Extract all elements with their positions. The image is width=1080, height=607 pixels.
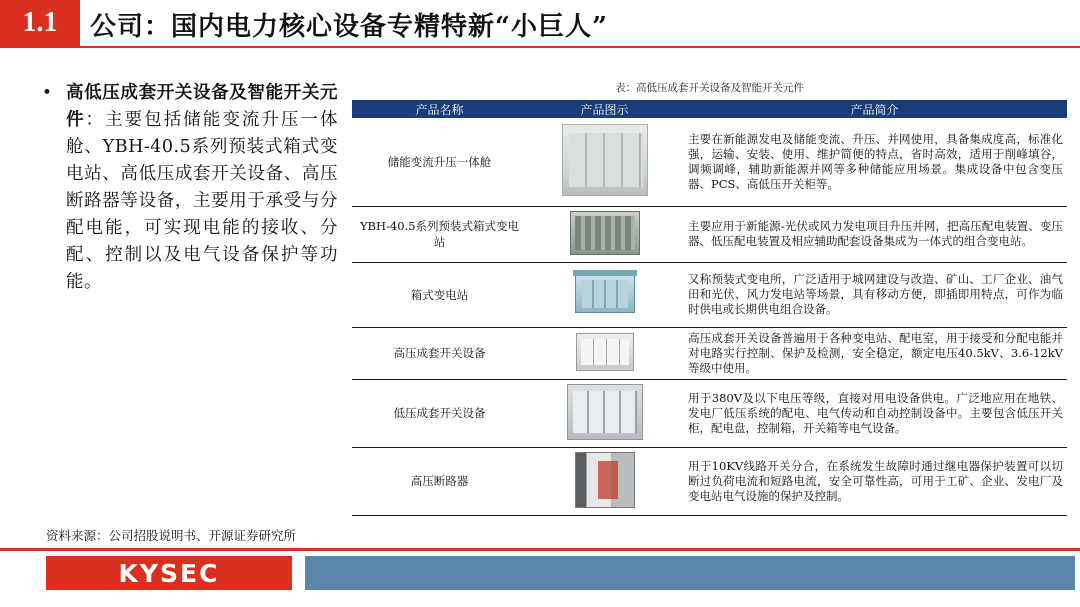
product-name: 高压断路器: [352, 447, 527, 515]
left-text-panel: [42, 80, 339, 296]
table-header-row: [352, 100, 1067, 118]
header-product-image: 产品图示: [527, 100, 682, 118]
product-name: YBH-40.5系列预装式箱式变电站: [352, 206, 527, 262]
product-desc: 用于10KV线路开关分合，在系统发生故障时通过继电器保护装置可以切断过负荷电流和短路电流，安全可靠性高，可用于工矿、企业、发电厂及变电站电气设施的保护及控制。: [682, 447, 1067, 515]
product-desc: 高压成套开关设备普遍用于各种变电站、配电室，用于接受和分配电能并对电路实行控制、保护及检测，安全稳定，额定电压40.5kV、3.6-12kV等级中使用。: [682, 327, 1067, 379]
page-header: [0, 0, 1080, 50]
product-desc: 主要在新能源发电及储能变流、升压、并网使用，具备集成度高，标准化强，运输、安装、使用、维护简便的特点，省时高效，适用于削峰填谷，调频调峰，辅助新能源并网等多种储能应用场景。集成设备中包含变压器、PCS、高低压开关柜等。: [682, 118, 1067, 206]
table-caption: 表：高低压成套开关设备及智能开关元件: [615, 82, 804, 94]
hv-switchgear-image: [576, 333, 634, 371]
source-note: 资料来源：公司招股说明书、开源证券研究所: [46, 528, 297, 543]
product-desc: 主要应用于新能源-光伏或风力发电项目升压并网，把高压配电装置、变压器、低压配电装置及相应辅助配套设备集成为一体式的组合变电站。: [682, 206, 1067, 262]
box-substation-image: [575, 273, 635, 313]
header-product-desc: 产品简介: [682, 100, 1067, 118]
product-table: [352, 100, 1067, 516]
bullet-marker: •: [42, 83, 53, 103]
product-desc: 又称预装式变电所，广泛适用于城网建设与改造、矿山、工厂企业、油气田和光伏、风力发电站等场景，具有移动方便，即插即用特点，可作为临时供电或长期供电组合设备。: [682, 262, 1067, 327]
energy-storage-cabin-image: [562, 124, 648, 196]
footer-bar: [305, 556, 1075, 590]
table-row: [352, 118, 1067, 206]
section-number: 1.1: [0, 0, 80, 46]
table-row: [352, 262, 1067, 327]
table-row: [352, 379, 1067, 447]
table-row: [352, 327, 1067, 379]
summary-heading: 高低压成套开关设备及智能开关元件: [66, 83, 338, 130]
product-name: 箱式变电站: [352, 262, 527, 327]
product-name: 高压成套开关设备: [352, 327, 527, 379]
product-name: 储能变流升压一体舱: [352, 118, 527, 206]
kysec-logo: KYSEC: [46, 556, 292, 590]
header-product-name: 产品名称: [352, 100, 527, 118]
prefab-substation-image: [570, 211, 640, 255]
lv-switchgear-image: [567, 384, 643, 440]
product-desc: 用于380V及以下电压等级，直接对用电设备供电。广泛地应用在地铁、发电厂低压系统的配电、电气传动和自动控制设备中。主要包含低压开关柜，配电盘，控制箱，开关箱等电气设备。: [682, 379, 1067, 447]
table-row: [352, 206, 1067, 262]
page-title: 公司：国内电力核心设备专精特新“小巨人”: [90, 12, 608, 42]
header-divider: [0, 46, 1080, 48]
product-name: 低压成套开关设备: [352, 379, 527, 447]
table-row: [352, 447, 1067, 515]
footer-divider: [0, 548, 1080, 551]
summary-body: ：主要包括储能变流升压一体舱、YBH-40.5系列预装式箱式变电站、高低压成套开关设备、高压断路器等设备，主要用于承受与分配电能，可实现电能的接收、分配、控制以及电气设备保护等功能。: [66, 110, 339, 292]
product-summary-paragraph: [46, 80, 338, 296]
hv-circuit-breaker-image: [575, 452, 635, 508]
